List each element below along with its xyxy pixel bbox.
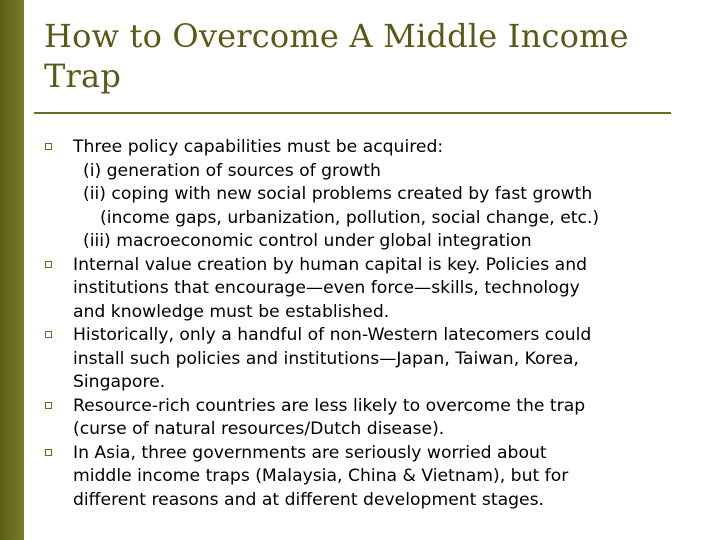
bullet-item-human-capital: [44, 254, 694, 325]
bullet-line: Historically, only a handful of non-Western latecomers could: [73, 325, 592, 345]
hollow-square-icon: [45, 331, 52, 338]
bullet-item-policy-capabilities: [44, 136, 694, 254]
left-accent-bar-shade: [0, 0, 24, 540]
sub-item-line: (i) generation of sources of growth: [83, 160, 381, 181]
slide-title: [44, 16, 704, 96]
bullet-line: middle income traps (Malaysia, China & Vietnam), but for: [73, 466, 569, 486]
bullet-item-latecomers: [44, 324, 694, 395]
title-underline: [34, 112, 671, 114]
bullet-list: [44, 136, 694, 512]
left-accent-bar: [0, 0, 24, 540]
hollow-square-icon: [45, 261, 52, 268]
slide-title-line-2: Trap: [44, 57, 122, 95]
bullet-line: install such policies and institutions—Japan, Taiwan, Korea,: [73, 348, 579, 369]
sub-item-line: (ii) coping with new social problems created by fast growth: [83, 184, 593, 204]
sub-item-continuation-line: (income gaps, urbanization, pollution, social change, etc.): [100, 207, 600, 228]
bullet-line: Resource-rich countries are less likely to overcome the trap: [73, 395, 586, 416]
bullet-line: institutions that encourage—even force—skills, technology: [73, 278, 580, 298]
slide-title-line-1: How to Overcome A Middle Income: [44, 17, 629, 55]
bullet-item-resource-rich: [44, 395, 694, 442]
bullet-line: Singapore.: [73, 372, 166, 392]
hollow-square-icon: [45, 402, 52, 409]
bullet-line: (curse of natural resources/Dutch disease).: [73, 419, 445, 439]
hollow-square-icon: [45, 143, 52, 150]
sub-item-line: (iii) macroeconomic control under global integration: [83, 231, 532, 251]
bullet-line: Internal value creation by human capital is key. Policies and: [73, 254, 588, 275]
bullet-line: In Asia, three governments are seriously worried about: [73, 442, 547, 463]
bullet-line: different reasons and at different development stages.: [73, 489, 545, 510]
hollow-square-icon: [45, 449, 52, 456]
bullet-line: Three policy capabilities must be acquired:: [73, 137, 444, 157]
bullet-line: and knowledge must be established.: [73, 301, 390, 322]
bullet-item-asia: [44, 442, 694, 513]
